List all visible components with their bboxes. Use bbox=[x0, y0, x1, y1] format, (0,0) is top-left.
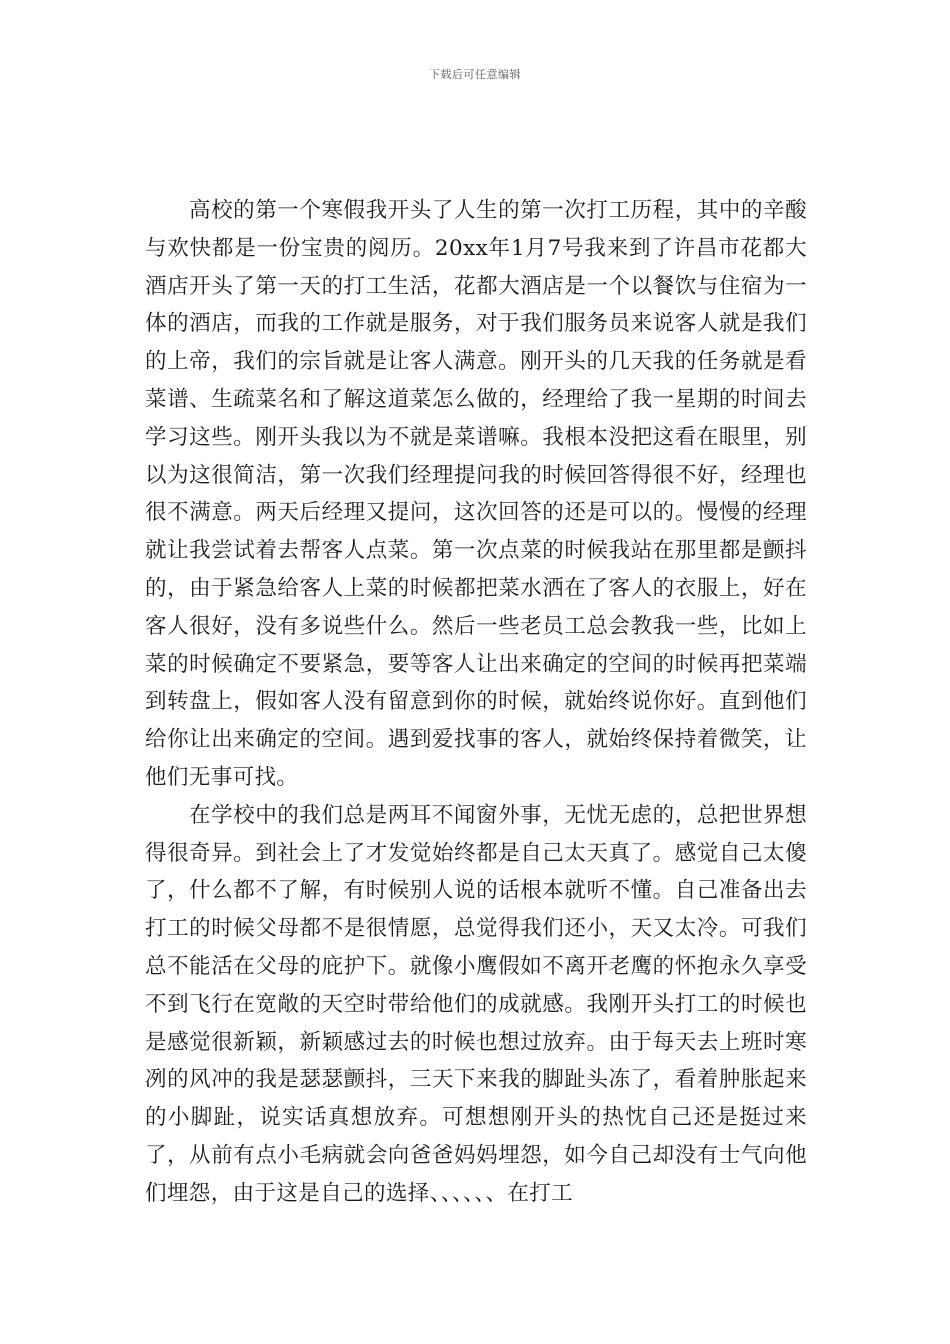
paragraph-2: 在学校中的我们总是两耳不闻窗外事，无忧无虑的，总把世界想得很奇异。到社会上了才发觉始终都是自己太天真了。感觉自己太傻了，什么都不了解，有时候别人说的话根本就听不懂。自己准备出去打工的时候父母都不是很情愿，总觉得我们还小，天又太冷。可我们总不能活在父母的庇护下。就像小鹰假如不离开老鹰的怀抱永久享受不到飞行在宽敞的天空时带给他们的成就感。我刚开头打工的时候也是感觉很新颖，新颖感过去的时候也想过放弃。由于每天去上班时寒冽的风冲的我是瑟瑟颤抖，三天下来我的脚趾头冻了，看着肿胀起来的小脚趾，说实话真想放弃。可想想刚开头的热忱自己还是挺过来了，从前有点小毛病就会向爸爸妈妈埋怨，如今自己却没有士气向他们埋怨，由于这是自己的选择、、、、、、在打工 bbox=[145, 802, 807, 1206]
paragraph-1: 高校的第一个寒假我开头了人生的第一次打工历程，其中的辛酸与欢快都是一份宝贵的阅历。20xx年1月7号我来到了许昌市花都大酒店开头了第一天的打工生活，花都大酒店是一个以餐饮与住宿为一体的酒店，而我的工作就是服务，对于我们服务员来说客人就是我们的上帝，我们的宗旨就是让客人满意。刚开头的几天我的任务就是看菜谱、生疏菜名和了解这道菜怎么做的，经理给了我一星期的时间去学习这些。刚开头我以为不就是菜谱嘛。我根本没把这看在眼里，别以为这很简洁，第一次我们经理提问我的时候回答得很不好，经理也很不满意。两天后经理又提问，这次回答的还是可以的。慢慢的经理就让我尝试着去帮客人点菜。第一次点菜的时候我站在那里都是颤抖的，由于紧急给客人上菜的时候都把菜水洒在了客人的衣服上，好在客人很好，没有多说些什么。然后一些老员工总会教我一些，比如上菜的时候确定不要紧急，要等客人让出来确定的空间的时候再把菜端到转盘上，假如客人没有留意到你的时候，就始终说你好。直到他们给你让出来确定的空间。遇到爱找事的客人，就始终保持着微笑，让他们无事可找。 bbox=[145, 198, 807, 790]
page-header: 下载后可任意编辑 bbox=[429, 68, 521, 81]
document-body bbox=[145, 192, 807, 1213]
